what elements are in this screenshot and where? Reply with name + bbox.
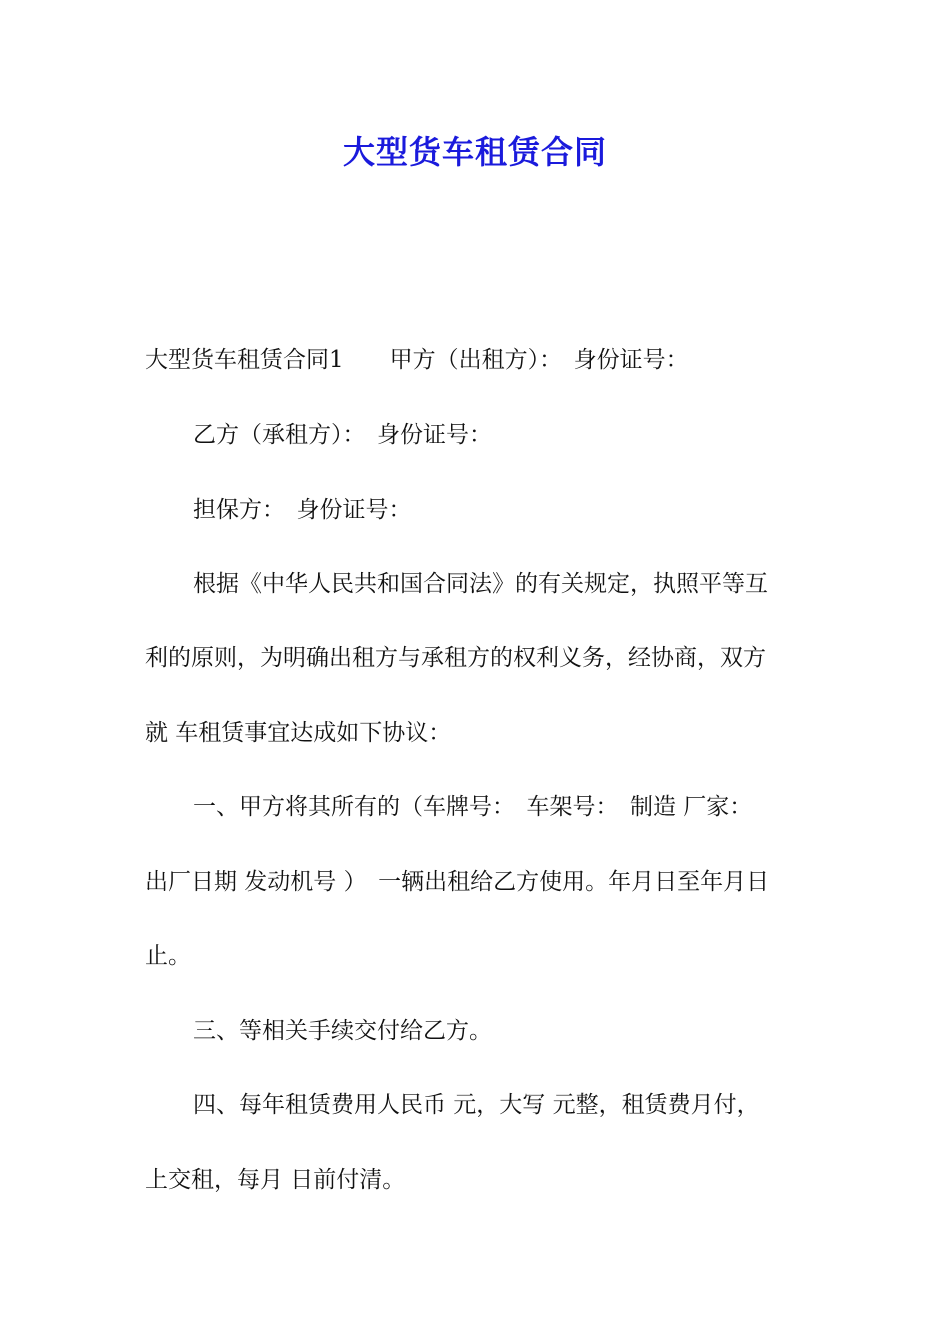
clause-4-line-2: 上交租，每月 日前付清。 <box>145 1167 406 1193</box>
parties-line-lessor: 大型货车租赁合同1 甲方（出租方）： 身份证号： <box>145 347 689 373</box>
clause-3-line-1: 三、等相关手续交付给乙方。 <box>193 1018 492 1044</box>
document-title: 大型货车租赁合同 <box>342 133 607 171</box>
clause-4-line-1: 四、每年租赁费用人民币 元，大写 元整，租赁费月付， <box>193 1092 760 1118</box>
clause-1-line-2: 出厂日期 发动机号 ） 一辆出租给乙方使用。年月日至年月日 <box>145 869 770 895</box>
preamble-line-3: 就 车租赁事宜达成如下协议： <box>145 720 452 746</box>
preamble-line-1: 根据《中华人民共和国合同法》的有关规定，执照平等互 <box>193 571 768 597</box>
parties-line-guarantor: 担保方： 身份证号： <box>193 497 412 523</box>
clause-1-line-3: 止。 <box>145 943 191 969</box>
clause-1-line-1: 一、甲方将其所有的（车牌号： 车架号： 制造 厂家： <box>193 794 753 820</box>
preamble-line-2: 利的原则，为明确出租方与承租方的权利义务，经协商，双方 <box>145 645 766 671</box>
parties-line-lessee: 乙方（承租方）： 身份证号： <box>193 422 492 448</box>
